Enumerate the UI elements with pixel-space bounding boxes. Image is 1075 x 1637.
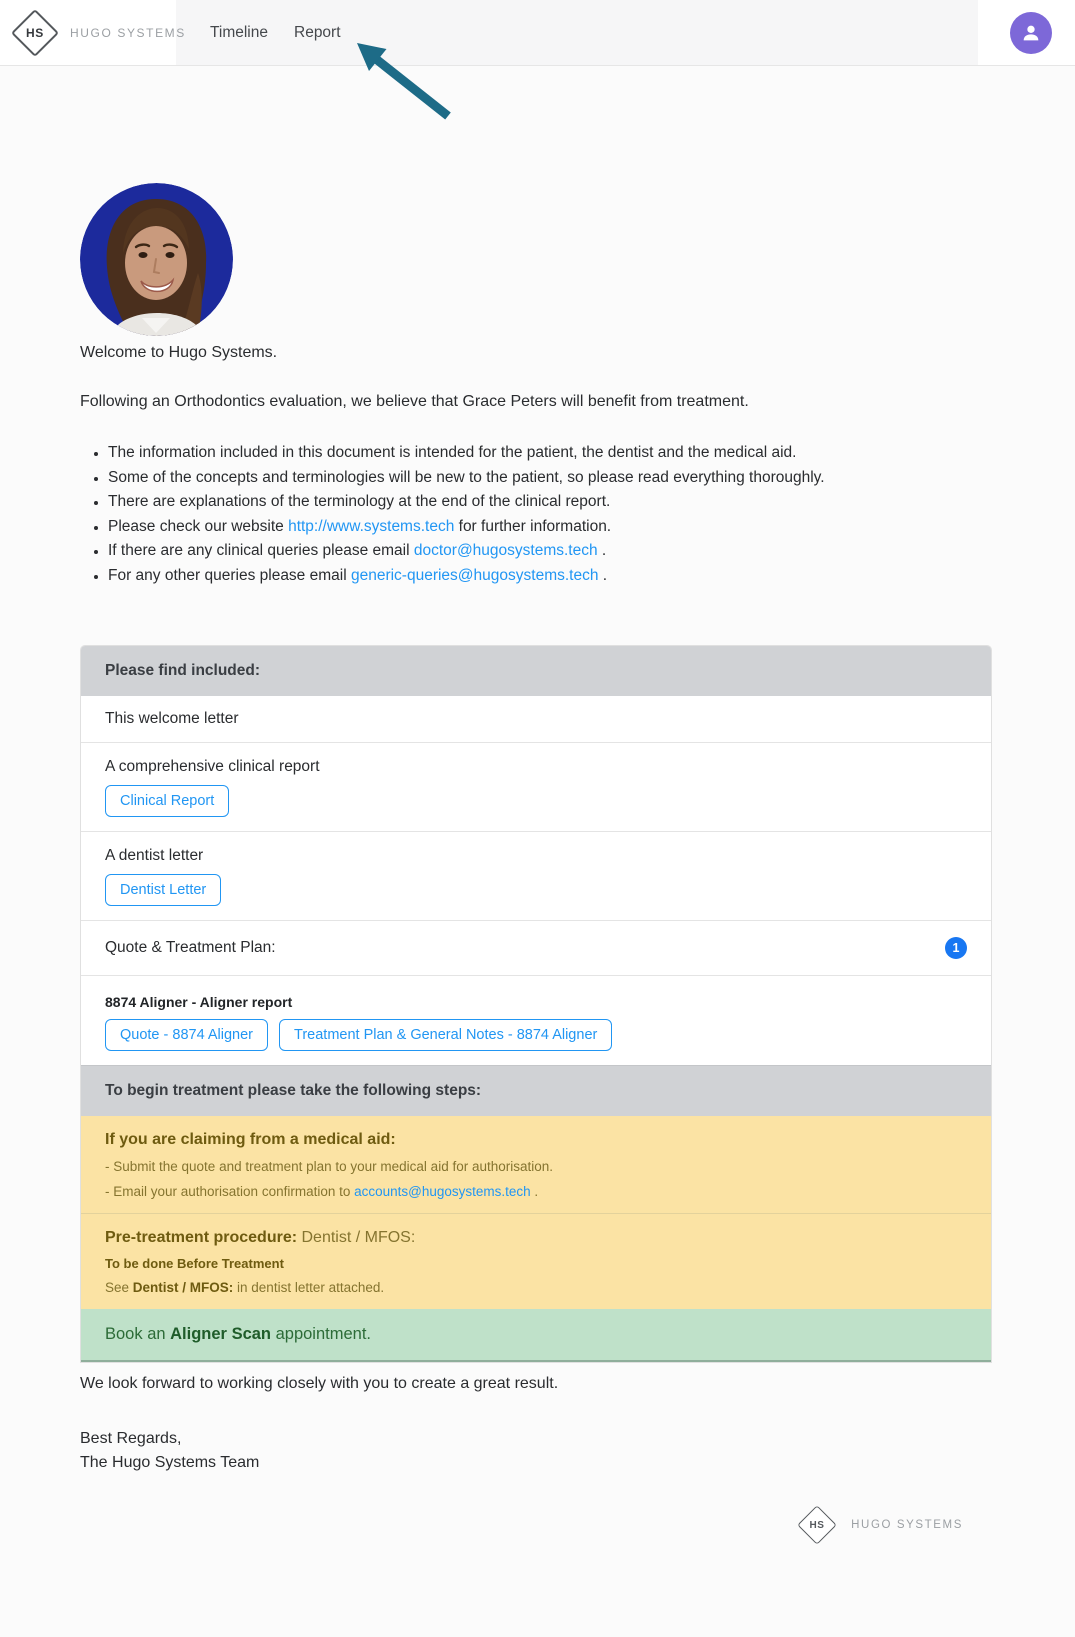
bullet-item bbox=[108, 564, 992, 589]
aligner-buttons bbox=[105, 1010, 967, 1051]
pretreatment-subtitle: To be done Before Treatment bbox=[105, 1255, 284, 1271]
accounts-email-link[interactable]: accounts@hugosystems.tech bbox=[354, 1183, 531, 1199]
footer-brand-name: HUGO SYSTEMS bbox=[851, 1518, 963, 1531]
line-text: - Email your authorisation confirmation to bbox=[105, 1183, 355, 1199]
queries-email-link[interactable]: generic-queries@hugosystems.tech bbox=[350, 566, 599, 584]
bullet-text: Please check our website bbox=[108, 517, 289, 535]
hugo-systems-logo-icon bbox=[11, 8, 59, 56]
quote-aligner-button[interactable]: Quote - 8874 Aligner bbox=[105, 1019, 268, 1051]
team-name: The Hugo Systems Team bbox=[80, 1453, 260, 1471]
patient-portrait-image bbox=[80, 183, 233, 336]
bullet-item bbox=[108, 539, 992, 564]
note-text: in dentist letter attached. bbox=[233, 1279, 385, 1295]
bullet-item bbox=[108, 515, 992, 540]
note-bold: Dentist / MFOS: bbox=[132, 1279, 234, 1295]
medical-aid-line1: - Submit the quote and treatment plan to your medical aid for authorisation. bbox=[105, 1158, 554, 1174]
main-nav bbox=[210, 0, 341, 65]
bullet-item bbox=[108, 490, 992, 515]
patient-photo bbox=[80, 183, 233, 336]
best-regards: Best Regards, bbox=[80, 1429, 182, 1447]
bullet-item bbox=[108, 466, 992, 491]
medical-aid-title: If you are claiming from a medical aid: bbox=[105, 1130, 396, 1148]
person-icon bbox=[1020, 22, 1042, 44]
count-badge: 1 bbox=[945, 937, 967, 959]
brand-name: HUGO SYSTEMS bbox=[70, 25, 186, 40]
note-text: See bbox=[105, 1279, 133, 1295]
nav-item-timeline[interactable]: Timeline bbox=[210, 23, 268, 41]
info-bullet-list bbox=[108, 441, 992, 589]
welcome-text: Welcome to Hugo Systems. bbox=[80, 344, 278, 361]
website-link[interactable]: http://www.systems.tech bbox=[288, 517, 455, 535]
user-avatar-button[interactable] bbox=[1010, 12, 1052, 54]
pretreatment-title bbox=[105, 1229, 967, 1247]
top-navbar bbox=[0, 0, 1075, 66]
line-text: . bbox=[530, 1183, 539, 1199]
pretreatment-note bbox=[105, 1280, 967, 1295]
row-aligner-report bbox=[81, 975, 991, 1065]
bullet-text: The information included in this document is intended for the patient, the dentist and the medical aid. bbox=[108, 444, 797, 461]
intro-text: Following an Orthodontics evaluation, we believe that Grace Peters will benefit from treatment. bbox=[80, 393, 749, 410]
medical-aid-step-box bbox=[81, 1116, 991, 1213]
footer-logo-monogram: HS bbox=[809, 1519, 825, 1531]
bullet-text: There are explanations of the terminology at the end of the clinical report. bbox=[108, 493, 611, 511]
title-bold: Pre-treatment procedure: bbox=[105, 1228, 298, 1246]
bullet-text: for further information. bbox=[454, 517, 612, 535]
welcome-letter bbox=[80, 183, 992, 1475]
brand bbox=[14, 0, 186, 65]
bullet-text: . bbox=[597, 542, 607, 560]
page-footer bbox=[0, 1511, 1075, 1539]
book-text: appointment. bbox=[271, 1324, 371, 1343]
bullet-text: Some of the concepts and terminologies will be new to the patient, so please read everything thoroughly. bbox=[108, 468, 825, 486]
bullet-text: . bbox=[598, 566, 608, 584]
row-dentist-letter bbox=[81, 831, 991, 920]
aligner-report-title: 8874 Aligner - Aligner report bbox=[105, 993, 293, 1010]
row-text: This welcome letter bbox=[105, 709, 239, 727]
pretreatment-step-box bbox=[81, 1213, 991, 1309]
medical-aid-line2 bbox=[105, 1184, 967, 1199]
book-text: Book an bbox=[105, 1324, 171, 1343]
title-rest: Dentist / MFOS: bbox=[297, 1228, 416, 1246]
book-bold: Aligner Scan bbox=[170, 1324, 272, 1343]
steps-header: To begin treatment please take the following steps: bbox=[81, 1065, 991, 1116]
treatment-plan-notes-button[interactable]: Treatment Plan & General Notes - 8874 Aligner bbox=[279, 1019, 612, 1051]
bullet-text: If there are any clinical queries please email bbox=[108, 542, 414, 560]
row-quote-treatment-plan bbox=[81, 920, 991, 975]
footer-logo-icon bbox=[797, 1505, 837, 1545]
row-text: Quote & Treatment Plan: bbox=[105, 938, 276, 956]
dentist-letter-button[interactable]: Dentist Letter bbox=[105, 874, 221, 906]
signature bbox=[80, 1427, 992, 1475]
row-welcome-letter bbox=[81, 696, 991, 742]
closing-line: We look forward to working closely with you to create a great result. bbox=[80, 1374, 559, 1392]
included-header: Please find included: bbox=[81, 646, 991, 696]
doctor-email-link[interactable]: doctor@hugosystems.tech bbox=[413, 542, 598, 560]
logo-monogram: HS bbox=[26, 25, 44, 40]
nav-item-report[interactable]: Report bbox=[294, 23, 341, 41]
clinical-report-button[interactable]: Clinical Report bbox=[105, 785, 229, 817]
bullet-text: For any other queries please email bbox=[108, 566, 351, 584]
row-text: A comprehensive clinical report bbox=[105, 757, 320, 775]
included-documents-table bbox=[80, 645, 992, 1363]
bullet-item bbox=[108, 441, 992, 466]
row-clinical-report bbox=[81, 742, 991, 831]
row-text: A dentist letter bbox=[105, 846, 204, 864]
book-aligner-scan-box bbox=[81, 1309, 991, 1362]
